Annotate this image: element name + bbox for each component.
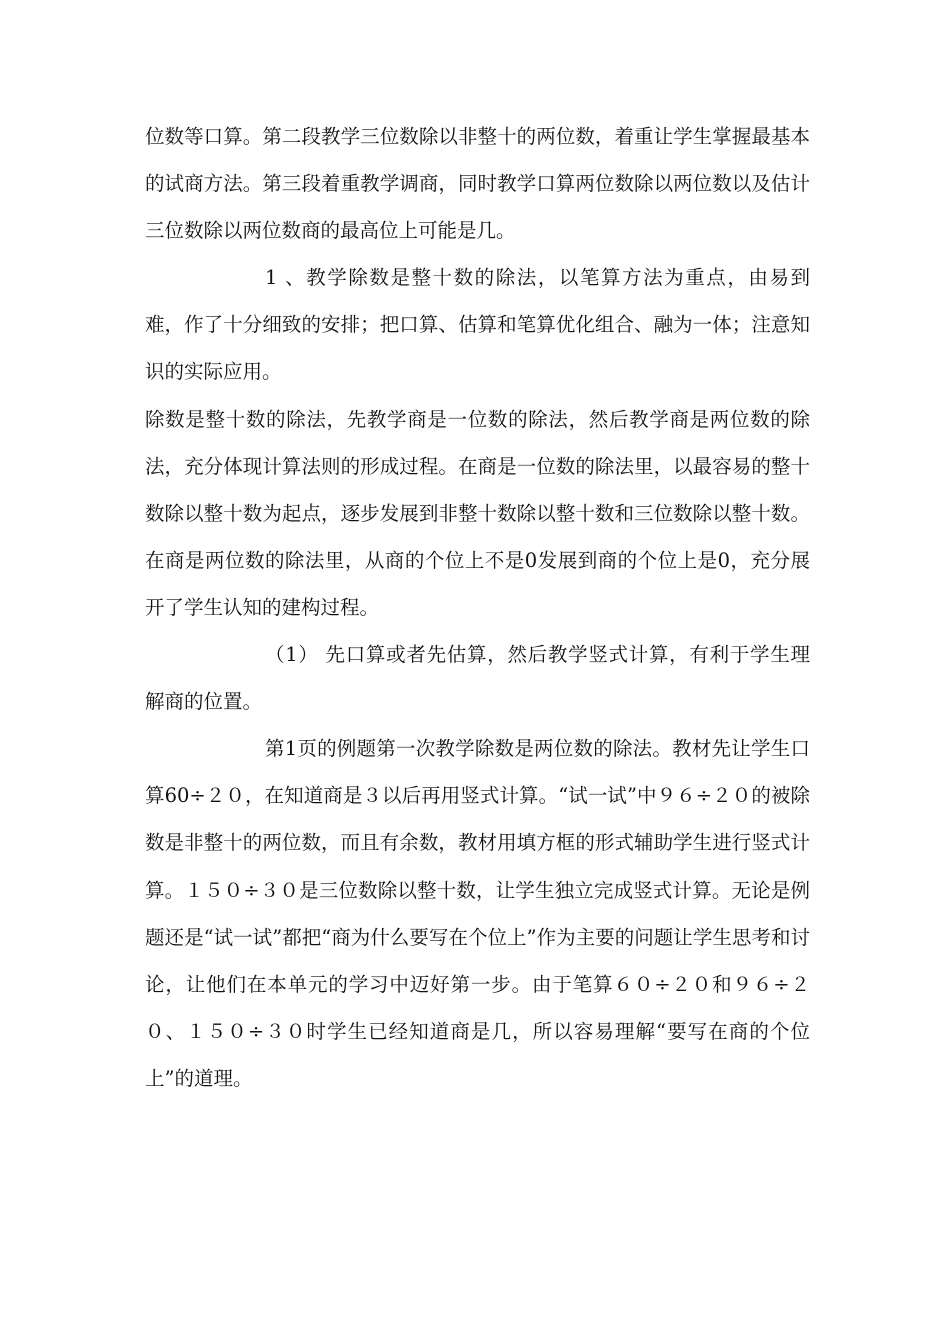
paragraph-item-1-1: （1） 先口算或者先估算，然后教学竖式计算，有利于学生理解商的位置。 <box>145 643 810 714</box>
paragraph-item-1: 1 、教学除数是整十数的除法，以笔算方法为重点，由易到难，作了十分细致的安排；把口算、估算和笔算优化组合、融为一体；注意知识的实际应用。 <box>145 266 810 384</box>
document-body <box>145 113 810 1102</box>
paragraph-continuation: 位数等口算。第二段教学三位数除以非整十的两位数，着重让学生掌握最基本的试商方法。第三段着重教学调商，同时教学口算两位数除以两位数以及估计三位数除以两位数商的最高位上可能是几。 <box>145 125 810 243</box>
paragraph-page-1-example: 第1页的例题第一次教学除数是两位数的除法。教材先让学生口算60÷２０，在知道商是３以后再用竖式计算。“试一试”中９６÷２０的被除数是非整十的两位数，而且有余数，教材用填方框的形式辅助学生进行竖式计算。１５０÷３０是三位数除以整十数，让学生独立完成竖式计算。无论是例题还是“试一试”都把“商为什么要写在个位上”作为主要的问题让学生思考和讨论，让他们在本单元的学习中迈好第一步。由于笔算６０÷２０和９６÷２０、１５０÷３０时学生已经知道商是几，所以容易理解“要写在商的个位上”的道理。 <box>145 737 810 1090</box>
paragraph-divisor-tens: 除数是整十数的除法，先教学商是一位数的除法，然后教学商是两位数的除法，充分体现计算法则的形成过程。在商是一位数的除法里，以最容易的整十数除以整十数为起点，逐步发展到非整十数除以整十数和三位数除以整十数。在商是两位数的除法里，从商的个位上不是0发展到商的个位上是0，充分展开了学生认知的建构过程。 <box>145 407 810 619</box>
